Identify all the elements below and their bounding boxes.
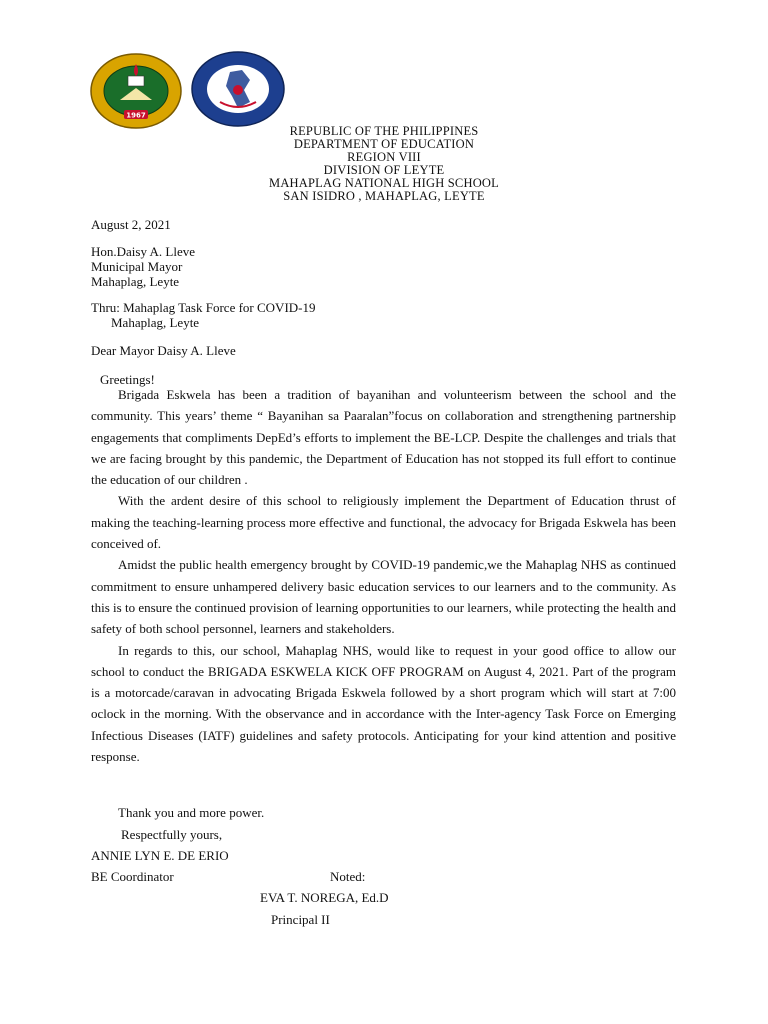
header-line-department: DEPARTMENT OF EDUCATION: [293, 137, 475, 151]
principal-title: Principal II: [271, 912, 330, 927]
thru-location: Mahaplag, Leyte: [111, 315, 200, 330]
greeting: Greetings!: [100, 372, 155, 387]
header-line-address: SAN ISIDRO , MAHAPLAG, LEYTE: [283, 189, 485, 203]
addressee-title: Municipal Mayor: [91, 259, 183, 274]
body-paragraph: Brigada Eskwela has been a tradition of bayanihan and volunteerism between the school and the community. This years’ theme “ Bayanihan sa Paaralan”focus on collaboration and strengthening partnership engagements that compliments DepEd’s efforts to implement the BE-LCP. Despite the challenges and trials that we are facing brought by this pandemic, the Department of Education has not stopped its full effort to continue the education of our children .: [91, 387, 676, 488]
thru-line: Thru: Mahaplag Task Force for COVID-19: [91, 300, 316, 315]
letterhead-text: [0, 125, 768, 203]
body-paragraph: With the ardent desire of this school to religiously implement the Department of Education thrust of making the teaching-learning process more effective and functional, the advocacy for Brigada Eskwela has been conceived of.: [91, 493, 676, 552]
noted-label: Noted:: [330, 869, 366, 884]
signer-name: ANNIE LYN E. DE ERIO: [91, 848, 229, 863]
body-paragraph: Amidst the public health emergency brought by COVID-19 pandemic,we the Mahaplag NHS as continued commitment to ensure unhampered delivery basic education services to our learners and to the community. As this is to ensure the continued provision of learning opportunities to our learners, while protecting the health and safety of both school personnel, learners and stakeholders.: [91, 557, 676, 637]
header-line-division: DIVISION OF LEYTE: [323, 163, 445, 177]
seal-year: 1967: [126, 111, 146, 120]
letterhead-logos: [90, 50, 300, 130]
principal-name: EVA T. NOREGA, Ed.D: [260, 890, 389, 905]
thru-block: [91, 300, 316, 330]
header-line-region: REGION VIII: [347, 150, 421, 164]
letter-date: August 2, 2021: [91, 217, 171, 232]
thanks-line: Thank you and more power.: [118, 805, 265, 820]
header-line-school: MAHAPLAG NATIONAL HIGH SCHOOL: [269, 176, 499, 190]
body-paragraph: In regards to this, our school, Mahaplag NHS, would like to request in your good office to allow our school to conduct the BRIGADA ESKWELA KICK OFF PROGRAM on August 4, 2021. Part of the program is a motorcade/caravan in advocating Brigada Eskwela followed by a short program which will start at 7:00 oclock in the morning. With the observance and in accordance with the Inter-agency Task Force on Emerging Infectious Diseases (IATF) guidelines and safety protocols. Anticipating for your kind attention and positive response.: [91, 642, 676, 765]
school-seal-logo: [90, 52, 182, 130]
salutation: Dear Mayor Daisy A. Lleve: [91, 343, 236, 358]
letter-body: [91, 384, 676, 767]
addressee-name: Hon.Daisy A. Lleve: [91, 244, 195, 259]
header-line-republic: REPUBLIC OF THE PHILIPPINES: [289, 124, 479, 138]
complimentary-close: Respectfully yours,: [121, 827, 223, 842]
addressee-location: Mahaplag, Leyte: [91, 274, 180, 289]
addressee-block: [91, 244, 195, 289]
signer-role: BE Coordinator: [91, 869, 174, 884]
deped-seal-logo: [190, 50, 286, 128]
